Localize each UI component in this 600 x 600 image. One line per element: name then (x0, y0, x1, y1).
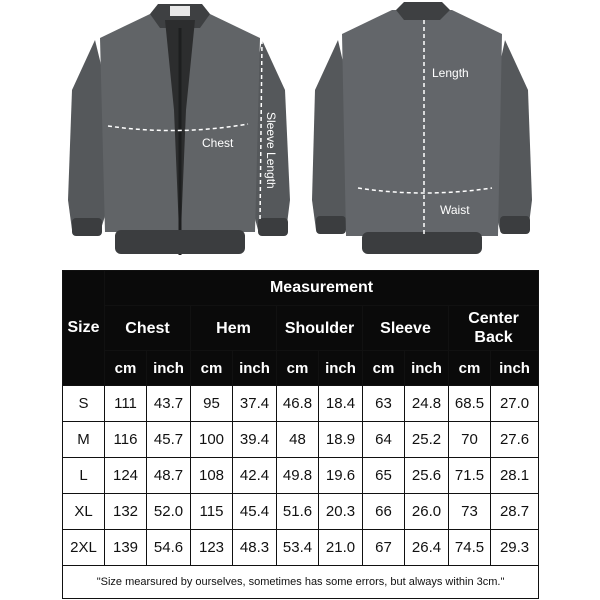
unit-header: inch (233, 351, 277, 386)
value-cell: 48.7 (147, 458, 191, 494)
value-cell: 71.5 (449, 458, 491, 494)
unit-header: inch (319, 351, 363, 386)
value-cell: 123 (191, 530, 233, 566)
measurement-title: Measurement (105, 271, 539, 306)
unit-header: cm (191, 351, 233, 386)
size-cell: L (63, 458, 105, 494)
value-cell: 29.3 (491, 530, 539, 566)
unit-header: inch (491, 351, 539, 386)
size-cell: XL (63, 494, 105, 530)
waist-label: Waist (440, 203, 470, 217)
table-row (63, 422, 539, 458)
value-cell: 27.6 (491, 422, 539, 458)
value-cell: 43.7 (147, 386, 191, 422)
value-cell: 124 (105, 458, 147, 494)
size-chart (62, 270, 538, 600)
size-table (62, 270, 539, 599)
value-cell: 28.7 (491, 494, 539, 530)
chest-label: Chest (202, 136, 234, 150)
value-cell: 64 (363, 422, 405, 458)
value-cell: 67 (363, 530, 405, 566)
table-row (63, 530, 539, 566)
value-cell: 74.5 (449, 530, 491, 566)
value-cell: 25.2 (405, 422, 449, 458)
size-cell: M (63, 422, 105, 458)
value-cell: 28.1 (491, 458, 539, 494)
value-cell: 52.0 (147, 494, 191, 530)
value-cell: 37.4 (233, 386, 277, 422)
front-jacket (68, 4, 290, 255)
group-center-back: Center Back (449, 306, 539, 351)
value-cell: 42.4 (233, 458, 277, 494)
value-cell: 49.8 (277, 458, 319, 494)
value-cell: 18.9 (319, 422, 363, 458)
group-sleeve: Sleeve (363, 306, 449, 351)
value-cell: 139 (105, 530, 147, 566)
group-hem: Hem (191, 306, 277, 351)
product-photos (0, 0, 600, 265)
value-cell: 25.6 (405, 458, 449, 494)
value-cell: 48 (277, 422, 319, 458)
value-cell: 51.6 (277, 494, 319, 530)
value-cell: 46.8 (277, 386, 319, 422)
table-row (63, 386, 539, 422)
value-cell: 116 (105, 422, 147, 458)
value-cell: 73 (449, 494, 491, 530)
length-label: Length (432, 66, 469, 80)
value-cell: 26.0 (405, 494, 449, 530)
value-cell: 100 (191, 422, 233, 458)
value-cell: 108 (191, 458, 233, 494)
value-cell: 70 (449, 422, 491, 458)
value-cell: 18.4 (319, 386, 363, 422)
value-cell: 24.8 (405, 386, 449, 422)
value-cell: 63 (363, 386, 405, 422)
group-shoulder: Shoulder (277, 306, 363, 351)
value-cell: 111 (105, 386, 147, 422)
value-cell: 26.4 (405, 530, 449, 566)
unit-header: inch (147, 351, 191, 386)
unit-header: cm (449, 351, 491, 386)
size-cell: 2XL (63, 530, 105, 566)
value-cell: 115 (191, 494, 233, 530)
value-cell: 53.4 (277, 530, 319, 566)
size-cell: S (63, 386, 105, 422)
jacket-illustration (0, 0, 600, 265)
value-cell: 132 (105, 494, 147, 530)
unit-header: cm (105, 351, 147, 386)
unit-header: inch (405, 351, 449, 386)
group-chest: Chest (105, 306, 191, 351)
value-cell: 65 (363, 458, 405, 494)
value-cell: 45.7 (147, 422, 191, 458)
back-jacket (312, 2, 532, 254)
value-cell: 68.5 (449, 386, 491, 422)
value-cell: 21.0 (319, 530, 363, 566)
value-cell: 19.6 (319, 458, 363, 494)
value-cell: 45.4 (233, 494, 277, 530)
size-header: Size (63, 271, 105, 386)
unit-header: cm (363, 351, 405, 386)
sleeve-length-label: Sleeve Length (264, 112, 278, 189)
value-cell: 39.4 (233, 422, 277, 458)
table-row (63, 494, 539, 530)
value-cell: 54.6 (147, 530, 191, 566)
size-note: "Size mearsured by ourselves, sometimes has some errors, but always within 3cm." (63, 566, 539, 599)
value-cell: 66 (363, 494, 405, 530)
table-row (63, 458, 539, 494)
value-cell: 20.3 (319, 494, 363, 530)
value-cell: 27.0 (491, 386, 539, 422)
value-cell: 95 (191, 386, 233, 422)
value-cell: 48.3 (233, 530, 277, 566)
unit-header: cm (277, 351, 319, 386)
